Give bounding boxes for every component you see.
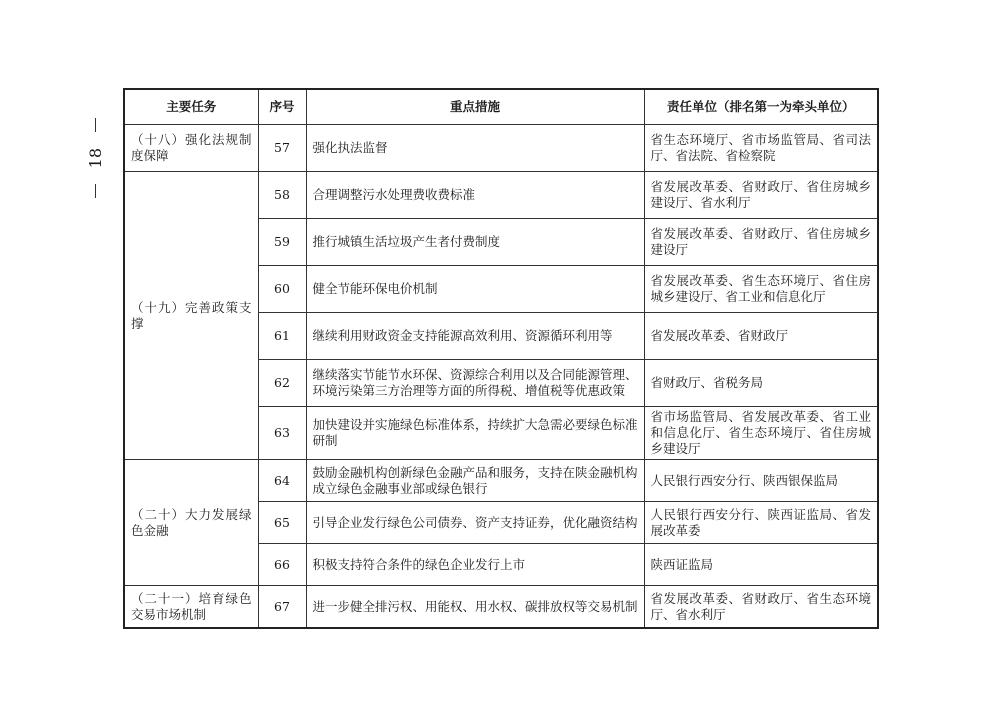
measure-cell: 进一步健全排污权、用能权、用水权、碳排放权等交易机制 (306, 586, 644, 629)
table-row (124, 460, 878, 502)
seq-cell: 60 (258, 266, 306, 313)
measure-cell: 继续落实节能节水环保、资源综合利用以及合同能源管理、环境污染第三方治理等方面的所得税、增值税等优惠政策 (306, 360, 644, 407)
seq-cell: 65 (258, 502, 306, 544)
measure-cell: 强化执法监督 (306, 125, 644, 172)
task-cell: （二十）大力发展绿色金融 (124, 460, 258, 586)
unit-cell: 人民银行西安分行、陕西银保监局 (644, 460, 878, 502)
seq-cell: 63 (258, 407, 306, 460)
header-key-measure: 重点措施 (306, 89, 644, 125)
unit-cell: 省发展改革委、省财政厅 (644, 313, 878, 360)
unit-cell: 省生态环境厅、省市场监管局、省司法厅、省法院、省检察院 (644, 125, 878, 172)
seq-cell: 64 (258, 460, 306, 502)
unit-cell: 省发展改革委、省财政厅、省生态环境厅、省水利厅 (644, 586, 878, 629)
table-row (124, 172, 878, 219)
task-table (123, 88, 879, 629)
table-row (124, 586, 878, 629)
page-number-dash-bottom (95, 184, 96, 198)
unit-cell: 省财政厅、省税务局 (644, 360, 878, 407)
seq-cell: 61 (258, 313, 306, 360)
unit-cell: 省发展改革委、省财政厅、省住房城乡建设厅、省水利厅 (644, 172, 878, 219)
unit-cell: 省发展改革委、省生态环境厅、省住房城乡建设厅、省工业和信息化厅 (644, 266, 878, 313)
measure-cell: 健全节能环保电价机制 (306, 266, 644, 313)
measure-cell: 积极支持符合条件的绿色企业发行上市 (306, 544, 644, 586)
seq-cell: 62 (258, 360, 306, 407)
header-seq: 序号 (258, 89, 306, 125)
seq-cell: 57 (258, 125, 306, 172)
measure-cell: 引导企业发行绿色公司债券、资产支持证券，优化融资结构 (306, 502, 644, 544)
seq-cell: 58 (258, 172, 306, 219)
task-cell: （十八）强化法规制度保障 (124, 125, 258, 172)
table-header-row (124, 89, 878, 125)
page-number (80, 118, 110, 198)
unit-cell: 省市场监管局、省发展改革委、省工业和信息化厅、省生态环境厅、省住房城乡建设厅 (644, 407, 878, 460)
task-cell: （十九）完善政策支撑 (124, 172, 258, 460)
header-main-task: 主要任务 (124, 89, 258, 125)
measure-cell: 合理调整污水处理费收费标准 (306, 172, 644, 219)
seq-cell: 66 (258, 544, 306, 586)
unit-cell: 人民银行西安分行、陕西证监局、省发展改革委 (644, 502, 878, 544)
table-row (124, 125, 878, 172)
measure-cell: 鼓励金融机构创新绿色金融产品和服务，支持在陕金融机构成立绿色金融事业部或绿色银行 (306, 460, 644, 502)
seq-cell: 59 (258, 219, 306, 266)
header-responsible-unit: 责任单位（排名第一为牵头单位） (644, 89, 878, 125)
seq-cell: 67 (258, 586, 306, 629)
page-number-value: 18 (85, 147, 105, 169)
measure-cell: 继续利用财政资金支持能源高效利用、资源循环利用等 (306, 313, 644, 360)
unit-cell: 省发展改革委、省财政厅、省住房城乡建设厅 (644, 219, 878, 266)
measure-cell: 推行城镇生活垃圾产生者付费制度 (306, 219, 644, 266)
page-number-dash-top (95, 118, 96, 132)
measure-cell: 加快建设并实施绿色标准体系，持续扩大急需必要绿色标准研制 (306, 407, 644, 460)
task-cell: （二十一）培育绿色交易市场机制 (124, 586, 258, 629)
unit-cell: 陕西证监局 (644, 544, 878, 586)
